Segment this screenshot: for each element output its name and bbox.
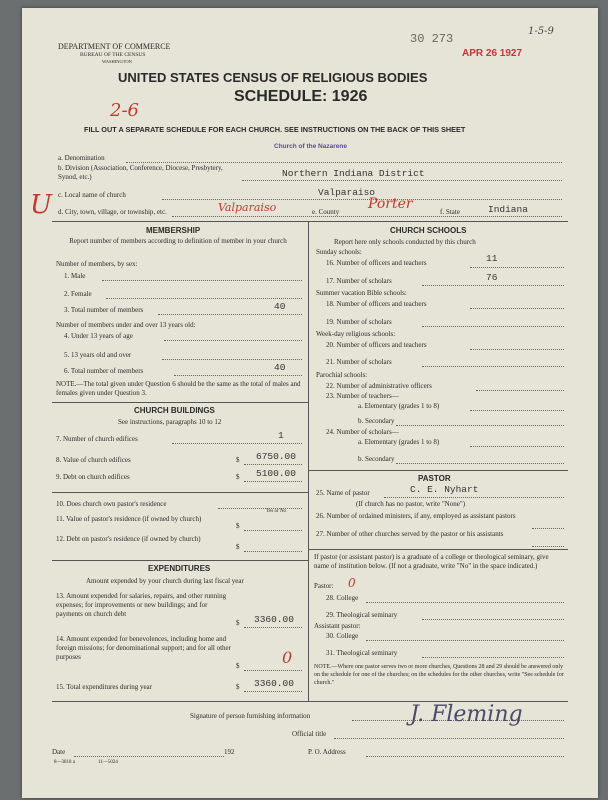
state-label: f. State: [440, 208, 460, 216]
q14-dollar: $: [236, 662, 240, 670]
q9-dollar: $: [236, 473, 240, 481]
official-title-label: Official title: [292, 730, 327, 738]
denomination-label: a. Denomination: [58, 154, 105, 162]
q26-label: 26. Number of ordained ministers, if any, employed as assistant pastors: [316, 512, 516, 520]
sunday-label: Sunday schools:: [316, 248, 362, 256]
q9-value: 5100.00: [256, 468, 296, 479]
q17-value: 76: [486, 272, 498, 283]
state-value: Indiana: [488, 204, 528, 215]
q6-label: 6. Total number of members: [64, 367, 144, 375]
signature-label: Signature of person furnishing information: [190, 712, 311, 720]
city-label: WASHINGTON: [102, 59, 132, 64]
q20-label: 20. Number of officers and teachers: [326, 341, 427, 349]
division-value: Northern Indiana District: [282, 168, 425, 179]
q25-label: 25. Name of pastor: [316, 489, 370, 497]
q5-label: 5. 13 years old and over: [64, 351, 132, 359]
q1-label: 1. Male: [64, 272, 86, 280]
q9-label: 9. Debt on church edifices: [56, 473, 130, 481]
q7-label: 7. Number of church edifices: [56, 435, 138, 443]
q19-label: 19. Number of scholars: [326, 318, 392, 326]
q24-label: 24. Number of scholars—: [326, 428, 399, 436]
weekday-label: Week-day religious schools:: [316, 330, 396, 338]
q13-value: 3360.00: [254, 614, 294, 625]
instruction-line: FILL OUT A SEPARATE SCHEDULE FOR EACH CHURCH. SEE INSTRUCTIONS ON THE BACK OF THIS SHEET: [84, 125, 466, 134]
q22-label: 22. Number of administrative officers: [326, 382, 432, 390]
yes-no-hint: Yes or No: [266, 509, 287, 514]
membership-title: MEMBERSHIP: [146, 226, 201, 235]
q28-label: 28. College: [326, 594, 359, 602]
q29-label: 29. Theological seminary: [326, 611, 398, 619]
q12-label: 12. Debt on pastor's residence (if owned by church): [56, 535, 201, 543]
q15-label: 15. Total expenditures during year: [56, 683, 152, 691]
q12-dollar: $: [236, 543, 240, 551]
denomination-stamp: Church of the Nazarene: [274, 143, 347, 150]
q16-value: 11: [486, 253, 498, 264]
pastor-note: NOTE.—Where one pastor serves two or more churches, Questions 28 and 29 should be answered only on the schedule for one of the churches; on the schedules for the other churches, write "See schedule for church.": [314, 664, 564, 686]
schools-intro: Report here only schools conducted by this church: [334, 238, 476, 246]
city-label-field: d. City, town, village, or township, etc.: [58, 208, 167, 216]
local-name-value: Valparaiso: [318, 187, 376, 198]
signature: J. Fleming: [410, 702, 523, 727]
membership-intro: Report number of members according to definition of member in your church: [69, 237, 287, 245]
pastor-value: 0: [348, 576, 356, 590]
corner-note: 1-5-9: [528, 26, 554, 37]
q24a-label: a. Elementary (grades 1 to 8): [358, 438, 440, 446]
q13-dollar: $: [236, 619, 240, 627]
q3-label: 3. Total number of members: [64, 306, 144, 314]
q11-label: 11. Value of pastor's residence (if owned by church): [56, 515, 202, 523]
expenditures-sub: Amount expended by your church during last fiscal year: [86, 577, 244, 585]
summer-label: Summer vacation Bible schools:: [316, 289, 407, 297]
buildings-title: CHURCH BUILDINGS: [134, 406, 215, 415]
q24b-label: b. Secondary: [358, 455, 395, 463]
q8-dollar: $: [236, 456, 240, 464]
stamp-number: 30 273: [410, 32, 454, 46]
q4-label: 4. Under 13 years of age: [64, 332, 133, 340]
q18-label: 18. Number of officers and teachers: [326, 300, 427, 308]
q14-label: 14. Amount expended for benevolences, including home and foreign missions; for denominational support; and for all other purposes: [56, 635, 231, 661]
q31-label: 31. Theological seminary: [326, 649, 398, 657]
schools-title: CHURCH SCHOOLS: [390, 226, 467, 235]
q23a-label: a. Elementary (grades 1 to 8): [358, 402, 440, 410]
q27-label: 27. Number of other churches served by the pastor or his assistants: [316, 530, 504, 538]
bureau-label: BUREAU OF THE CENSUS: [80, 52, 146, 58]
form-title: UNITED STATES CENSUS OF RELIGIOUS BODIES: [118, 70, 428, 85]
q25-note: (If church has no pastor, write "None"): [356, 500, 466, 508]
pastor-label: Pastor:: [314, 582, 334, 590]
q16-label: 16. Number of officers and teachers: [326, 259, 427, 267]
q25-value: C. E. Nyhart: [410, 484, 479, 495]
q17-label: 17. Number of scholars: [326, 277, 392, 285]
q14-value: 0: [282, 648, 293, 667]
margin-mark: U: [30, 190, 52, 220]
buildings-sub: See instructions, paragraphs 10 to 12: [118, 418, 222, 426]
q13-label: 13. Amount expended for salaries, repairs, and other running expenses; for improvements or new buildings; and for payments on church debt: [56, 592, 227, 618]
q8-value: 6750.00: [256, 451, 296, 462]
year-label: 192: [224, 748, 235, 756]
division-label: b. Division (Association, Conference, Diocese, Presbytery, Synod, etc.): [58, 164, 223, 181]
q30-label: 30. College: [326, 632, 359, 640]
age-head: Number of members under and over 13 years old:: [56, 321, 196, 329]
q7-value: 1: [278, 430, 284, 441]
q6-value: 40: [274, 362, 286, 373]
county-value: Porter: [368, 196, 413, 212]
county-label: e. County: [312, 208, 340, 216]
q11-dollar: $: [236, 522, 240, 530]
local-name-label: c. Local name of church: [58, 191, 126, 199]
expenditures-title: EXPENDITURES: [148, 564, 211, 573]
received-date-stamp: APR 26 1927: [462, 48, 523, 59]
q3-value: 40: [274, 301, 286, 312]
dept-label: DEPARTMENT OF COMMERCE: [58, 42, 171, 51]
pastor-title: PASTOR: [418, 474, 451, 483]
graduate-note: If pastor (or assistant pastor) is a graduate of a college or theological seminary, give name of institution below. (If not a graduate, write "No" in the space indicated.): [314, 553, 549, 570]
form-code: 8—3818 a: [54, 760, 75, 765]
date-label: Date: [52, 748, 66, 756]
address-label: P. O. Address: [308, 748, 346, 756]
assistant-label: Assistant pastor:: [314, 622, 361, 630]
q10-label: 10. Does church own pastor's residence: [56, 500, 167, 508]
column-divider: [308, 222, 309, 702]
form-code-2: 11—5024: [98, 760, 118, 765]
by-sex-label: Number of members, by sex:: [56, 260, 138, 268]
q23b-label: b. Secondary: [358, 417, 395, 425]
q2-label: 2. Female: [64, 290, 92, 298]
q15-dollar: $: [236, 683, 240, 691]
handwritten-code: 2-6: [110, 100, 139, 121]
q15-value: 3360.00: [254, 678, 294, 689]
q21-label: 21. Number of scholars: [326, 358, 392, 366]
census-schedule-sheet: [22, 8, 598, 798]
q23-label: 23. Number of teachers—: [326, 392, 399, 400]
schedule-title: SCHEDULE: 1926: [234, 88, 368, 105]
membership-note: NOTE.—The total given under Question 6 should be the same as the total of males and females given under Question 3.: [56, 380, 301, 397]
parochial-label: Parochial schools:: [316, 371, 368, 379]
city-value: Valparaiso: [218, 201, 277, 214]
q8-label: 8. Value of church edifices: [56, 456, 131, 464]
